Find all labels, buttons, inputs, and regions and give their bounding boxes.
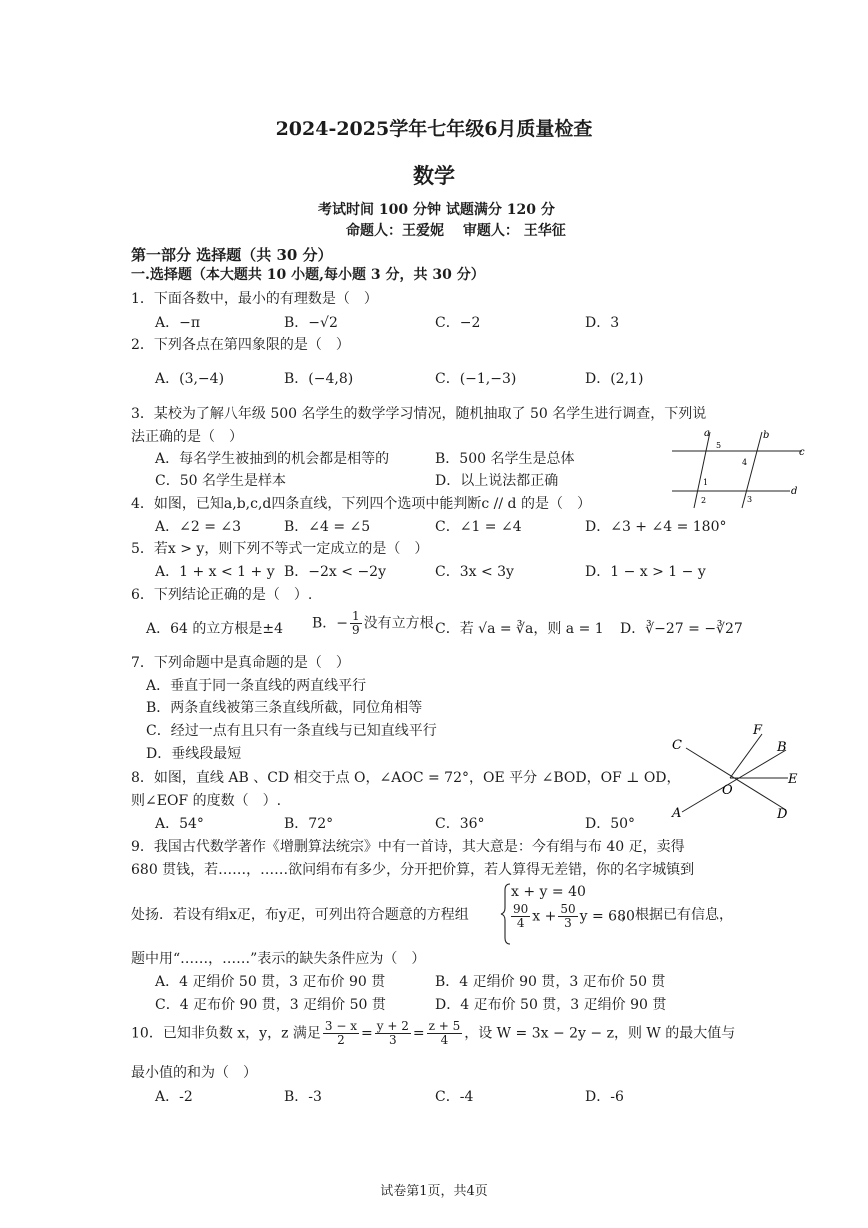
section-heading: 一.选择题（本大题共 10 小题,每小题 3 分，共 30 分） — [131, 267, 485, 283]
q10-fraction-3 — [427, 1020, 463, 1047]
fraction-numerator: 3 − x — [324, 1019, 357, 1033]
fraction-numerator: y + 2 — [376, 1019, 409, 1033]
question-10-option-b: B．-3 — [284, 1089, 322, 1105]
label-B: B — [777, 740, 787, 755]
question-1-stem: 1．下面各数中，最小的有理数是（ ） — [131, 291, 378, 307]
question-5-option-c: C．3x < 3y — [435, 564, 514, 580]
label-d: d — [791, 486, 798, 497]
label-A: A — [672, 806, 682, 821]
question-7-stem: 7．下列命题中是真命题的是（ ） — [131, 655, 350, 671]
question-2-option-c: C．(−1,−3) — [435, 371, 517, 387]
question-9-option-a: A．4 疋绢价 50 贯，3 疋布价 90 贯 — [155, 974, 386, 990]
question-7-option-a: A．垂直于同一条直线的两直线平行 — [146, 678, 367, 694]
question-10-stem-line2: 最小值的和为（ ） — [131, 1065, 257, 1081]
question-9-option-c: C．4 疋布价 90 贯，3 疋绢价 50 贯 — [155, 997, 386, 1013]
label-F: F — [753, 723, 763, 738]
fraction-denominator: 4 — [516, 916, 525, 930]
question-5-option-b: B．−2x < −2y — [284, 564, 386, 580]
exam-info: 考试时间 100 分钟 试题满分 120 分 — [318, 202, 555, 218]
question-2-option-b: B．(−4,8) — [284, 371, 354, 387]
fraction-numerator: 50 — [560, 902, 576, 916]
angle-label-2: 2 — [701, 496, 707, 505]
label-C: C — [672, 738, 682, 753]
question-8-option-c: C．36° — [435, 816, 485, 832]
question-3-stem-line1: 3．某校为了解八年级 500 名学生的数学学习情况，随机抽取了 50 名学生进行调查，下列说 — [131, 406, 707, 422]
q10-fraction-2 — [375, 1020, 411, 1047]
angle-label-4: 4 — [742, 458, 748, 467]
question-4-option-a: A．∠2 = ∠3 — [155, 519, 242, 535]
question-6-option-b — [312, 610, 434, 637]
exam-authors: 命题人：王爱妮 审题人： 王华征 — [346, 223, 566, 239]
question-9-option-b: B．4 疋绢价 90 贯，3 疋布价 50 贯 — [435, 974, 666, 990]
page-footer: 试卷第1页，共4页 — [380, 1184, 488, 1199]
fraction-denominator: 9 — [352, 623, 360, 637]
question-2-option-d: D．(2,1) — [585, 371, 644, 387]
question-10-prefix: 10．已知非负数 x，y，z 满足 — [131, 1025, 321, 1042]
question-3-stem-line2: 法正确的是（ ） — [131, 429, 243, 445]
question-8-stem-line1: 8．如图，直线 AB 、CD 相交于点 O，∠AOC = 72°，OE 平分 ∠BOD，OF ⊥ OD， — [131, 770, 681, 786]
question-8-option-b: B．72° — [284, 816, 334, 832]
parallel-lines-figure — [666, 424, 816, 510]
subject-title: 数学 — [413, 163, 455, 188]
question-9-stem-line1: 9．我国古代数学著作《增删算法统宗》中有一首诗，其大意是：今有绢与布 40 疋，卖得 — [131, 839, 685, 855]
equation-2-fraction-2 — [558, 903, 577, 930]
question-6-option-b-fraction — [350, 610, 362, 637]
question-9-stem-line2: 680 贯钱，若……，……欲问绢布有多少，分开把价算，若人算得无差错，你的名字城镇到 — [131, 862, 695, 878]
question-9-stem-line3a: 处扬．若设有绢x疋，布y疋，可列出符合题意的方程组 — [131, 907, 469, 923]
exam-title: 2024-2025学年七年级6月质量检查 — [275, 118, 593, 140]
question-4-option-d: D．∠3 + ∠4 = 180° — [585, 519, 727, 535]
question-6-option-c: C．若 √a = ∛a，则 a = 1 — [435, 621, 604, 637]
equation-2-middle: x + — [532, 908, 557, 925]
question-4-option-c: C．∠1 = ∠4 — [435, 519, 522, 535]
equation-2 — [509, 903, 635, 930]
question-1-option-c: C．−2 — [435, 315, 481, 331]
ray-of — [730, 734, 762, 778]
question-2-option-a: A．(3,−4) — [155, 371, 225, 387]
angle-label-3: 3 — [747, 495, 753, 504]
question-9-option-d: D．4 疋布价 50 贯，3 疋绢价 90 贯 — [435, 997, 667, 1013]
line-ab — [682, 750, 786, 812]
fraction-denominator: 4 — [440, 1033, 449, 1047]
question-5-option-d: D．1 − x > 1 − y — [585, 564, 706, 580]
intersecting-lines-figure — [666, 720, 826, 826]
fraction-denominator: 3 — [388, 1033, 397, 1047]
question-7-option-c: C．经过一点有且只有一条直线与已知直线平行 — [146, 723, 437, 739]
fraction-denominator: 3 — [564, 916, 572, 930]
label-a: a — [704, 428, 710, 439]
fraction-numerator: z + 5 — [428, 1019, 461, 1033]
question-7-option-d: D．垂线段最短 — [146, 746, 242, 762]
question-3-option-b: B．500 名学生是总体 — [435, 451, 575, 467]
question-3-option-c: C．50 名学生是样本 — [155, 473, 286, 489]
question-1-option-b: B．−√2 — [284, 315, 338, 331]
question-6-stem: 6．下列结论正确的是（ ）. — [131, 587, 313, 603]
question-1-option-d: D．3 — [585, 315, 620, 331]
part-heading: 第一部分 选择题（共 30 分） — [131, 246, 333, 264]
question-4-option-b: B．∠4 = ∠5 — [284, 519, 371, 535]
question-5-option-a: A．1 + x < 1 + y — [155, 564, 275, 580]
question-10-stem-line1: 10．已知非负数 x，y，z 满足 $\frac{3 - x}{2}$ = $\frac{y + 2}{3}$ = $\frac{z + 5}{4}$ ，设 W = 3x − 2y − z，则 W 的最大值与 — [131, 1019, 736, 1047]
label-E: E — [788, 772, 798, 787]
angle-label-5: 5 — [716, 441, 722, 450]
question-10-option-d: D．-6 — [585, 1089, 624, 1105]
label-c: c — [799, 447, 805, 458]
question-4-stem: 4．如图，已知a,b,c,d四条直线，下列四个选项中能判断c // d 的是（ ） — [131, 496, 591, 512]
question-10-option-a: A．-2 — [155, 1089, 193, 1105]
question-8-stem-line2: 则∠EOF 的度数（ ）. — [131, 793, 282, 809]
fraction-numerator: 1 — [352, 609, 360, 623]
question-6-option-d: D．∛−27 = −∛27 — [620, 621, 743, 637]
angle-label-1: 1 — [703, 478, 709, 487]
question-8-option-d: D．50° — [585, 816, 636, 832]
question-3-option-a: A．每名学生被抽到的机会都是相等的 — [155, 451, 390, 467]
question-9-stem-line3b: ，根据已有信息， — [621, 907, 733, 923]
question-3-option-d: D．以上说法都正确 — [435, 473, 559, 489]
question-6-option-b-suffix: 没有立方根 — [363, 615, 434, 632]
label-b: b — [763, 430, 770, 441]
question-5-stem: 5．若x > y，则下列不等式一定成立的是（ ） — [131, 541, 429, 557]
equation-1: x + y = 40 — [511, 884, 586, 900]
question-10-option-c: C．-4 — [435, 1089, 474, 1105]
fraction-numerator: 90 — [513, 902, 529, 916]
question-2-stem: 2．下列各点在第四象限的是（ ） — [131, 337, 350, 353]
q10-fraction-1 — [323, 1020, 359, 1047]
question-8-option-a: A．54° — [155, 816, 204, 832]
question-6-option-b-prefix: B．− — [312, 615, 349, 632]
question-9-stem-line4: 题中用“……，……”表示的缺失条件应为（ ） — [131, 951, 426, 967]
equation-2-end: y = 680 — [579, 908, 635, 925]
fraction-denominator: 2 — [337, 1033, 345, 1047]
question-1-option-a: A．−π — [155, 315, 201, 331]
label-O: O — [722, 783, 733, 798]
question-10-suffix: ，设 W = 3x − 2y − z，则 W 的最大值与 — [464, 1025, 736, 1042]
question-6-option-a: A．64 的立方根是±4 — [146, 621, 284, 637]
equation-2-fraction-1 — [511, 903, 530, 930]
question-7-option-b: B．两条直线被第三条直线所截，同位角相等 — [146, 700, 423, 716]
label-D: D — [777, 807, 788, 822]
